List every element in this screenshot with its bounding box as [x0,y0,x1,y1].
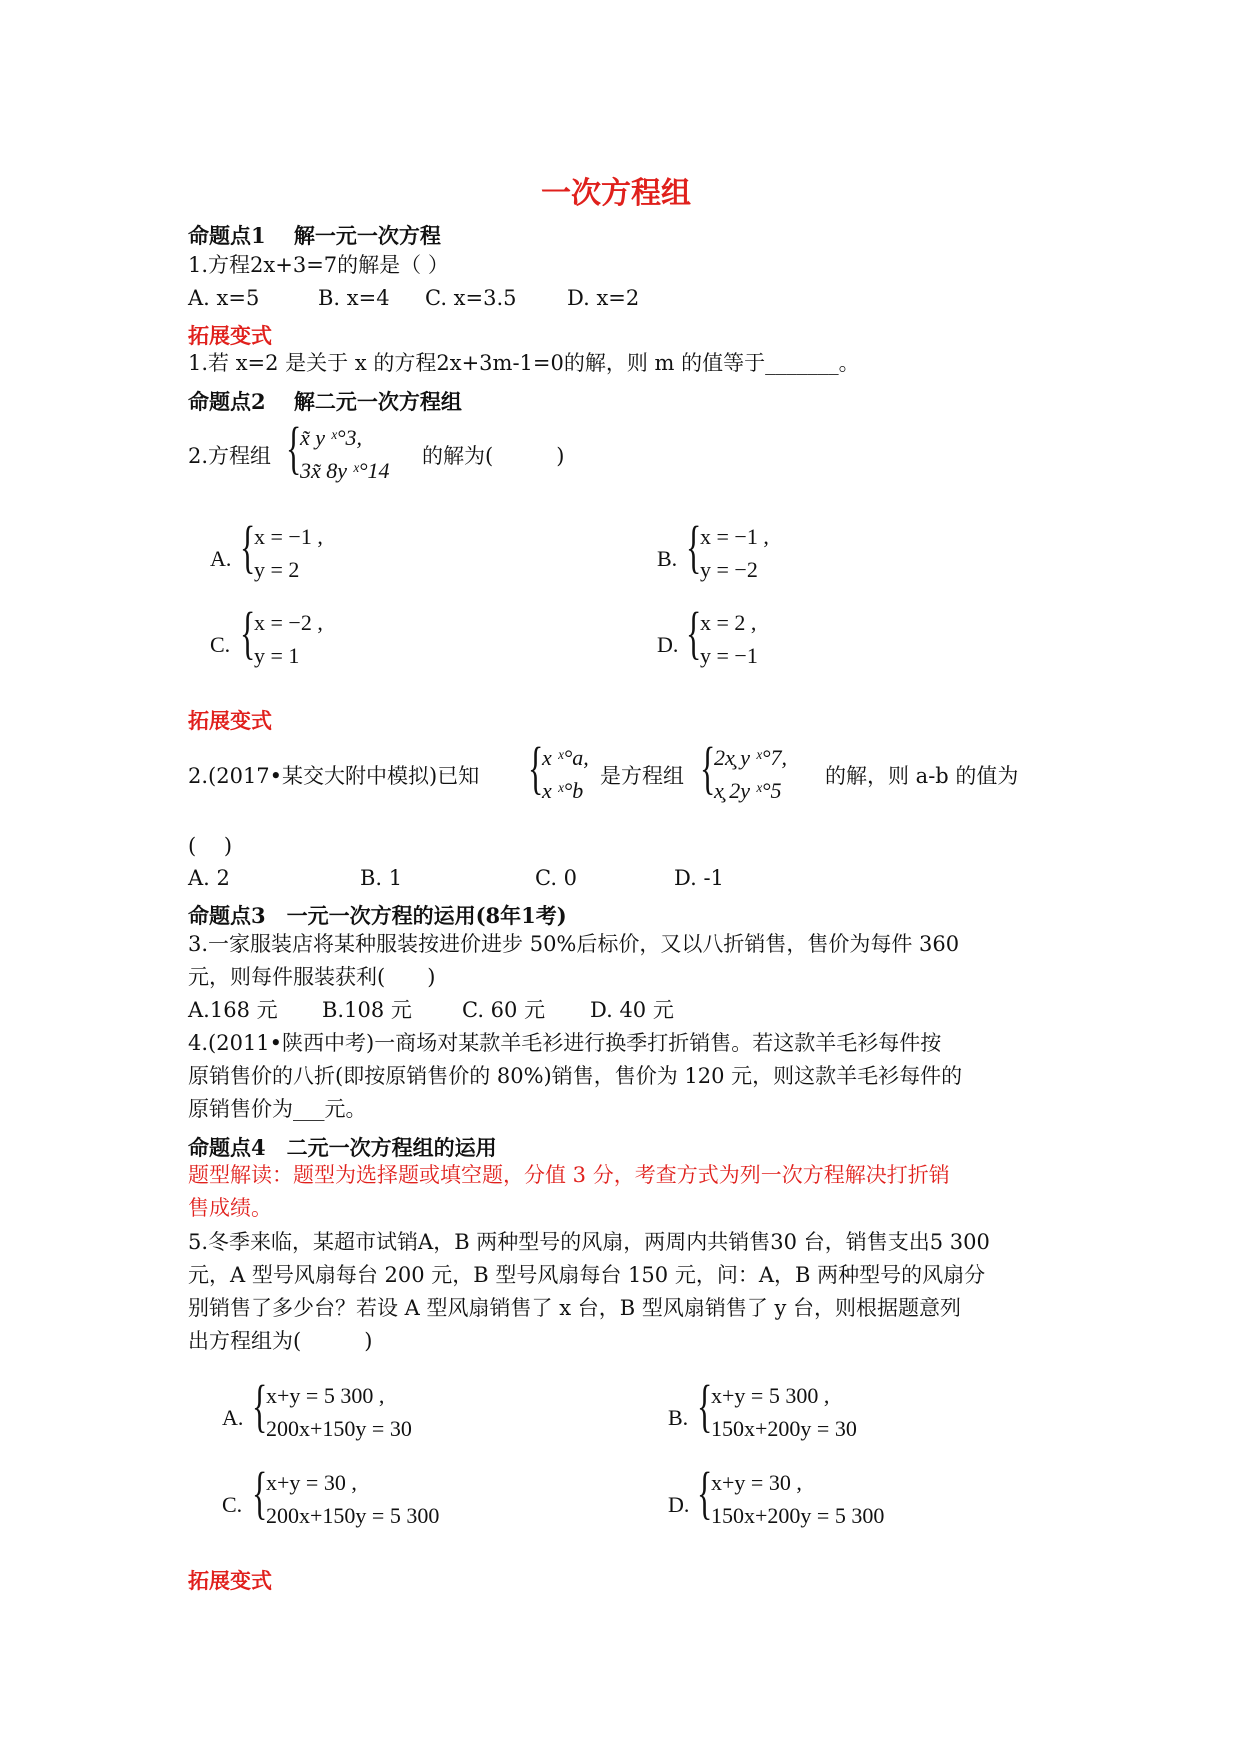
q3-option-c: C. 60 元 [462,998,546,1022]
question-2-suffix: 的解为( ) [422,444,565,468]
extension-question-2-mid: 是方程组 [600,764,684,788]
q5-option-b-label: B. [668,1405,689,1430]
ext2-option-c: C. 0 [535,866,578,890]
extension-question-1: 1.若 x=2 是关于 x 的方程2x+3m-1=0的解，则 m 的值等于_______。 [188,351,860,375]
q5-option-c-label: C. [222,1492,243,1517]
extension-question-2-suffix: 的解，则 a-b 的值为 [825,764,1019,788]
section-1-heading: 命题点1 解一元一次方程 [188,223,441,248]
ext2-option-d: D. -1 [674,866,724,890]
question-4-line-3: 原销售价为___元。 [188,1097,367,1121]
q3-option-d: D. 40 元 [590,998,674,1022]
question-4-line-1: 4.(2011•陕西中考)一商场对某款羊毛衫进行换季打折销售。若这款羊毛衫每件按 [188,1031,942,1055]
q5-option-d-label: D. [668,1492,690,1517]
question-5-line-3: 别销售了多少台？若设 A 型风扇销售了 x 台，B 型风扇销售了 y 台，则根据题意列 [188,1296,962,1320]
question-2-prefix: 2.方程组 [188,444,272,468]
extension-question-2-paren: ( ) [188,834,233,858]
q2-option-a-label: A. [210,546,232,571]
question-type-reading-line-1: 题型解读：题型为选择题或填空题，分值 3 分，考查方式为列一次方程解决打折销 [188,1163,950,1187]
extension-label-2: 拓展变式 [188,708,272,733]
q2-option-c-label: C. [210,632,231,657]
section-2-heading: 命题点2 解二元一次方程组 [188,389,462,414]
question-3-line-2: 元，则每件服装获利( ) [188,965,436,989]
extension-label-3: 拓展变式 [188,1568,272,1593]
extension-label-1: 拓展变式 [188,323,272,348]
question-5-line-4: 出方程组为( ) [188,1329,373,1353]
page-title: 一次方程组 [541,176,691,211]
question-5-line-1: 5.冬季来临，某超市试销A，B 两种型号的风扇，两周内共销售30 台，销售支出5 300 [188,1230,990,1254]
q1-option-b: B. x=4 [318,286,390,310]
section-4-heading: 命题点4 二元一次方程组的运用 [188,1135,497,1160]
question-type-reading-line-2: 售成绩。 [188,1196,272,1220]
question-1: 1.方程2x+3=7的解是（ ） [188,253,449,277]
extension-question-2-prefix: 2.(2017•某交大附中模拟)已知 [188,764,480,788]
section-3-heading: 命题点3 一元一次方程的运用(8年1考) [188,903,567,928]
question-3-line-1: 3.一家服装店将某种服装按进价进步 50%后标价，又以八折销售，售价为每件 360 [188,932,960,956]
q2-option-d-label: D. [657,632,679,657]
q1-option-c: C. x=3.5 [425,286,517,310]
question-4-line-2: 原销售价的八折(即按原销售价的 80%)销售，售价为 120 元，则这款羊毛衫每件的 [188,1064,963,1088]
q3-option-b: B.108 元 [322,998,412,1022]
q2-option-b-label: B. [657,546,678,571]
q3-option-a: A.168 元 [188,998,278,1022]
q1-option-d: D. x=2 [567,286,640,310]
q1-option-a: A. x=5 [188,286,260,310]
ext2-option-b: B. 1 [360,866,403,890]
ext2-option-a: A. 2 [188,866,230,890]
q5-option-a-label: A. [222,1405,244,1430]
question-5-line-2: 元，A 型号风扇每台 200 元，B 型号风扇每台 150 元，问：A，B 两种型号的风扇分 [188,1263,986,1287]
